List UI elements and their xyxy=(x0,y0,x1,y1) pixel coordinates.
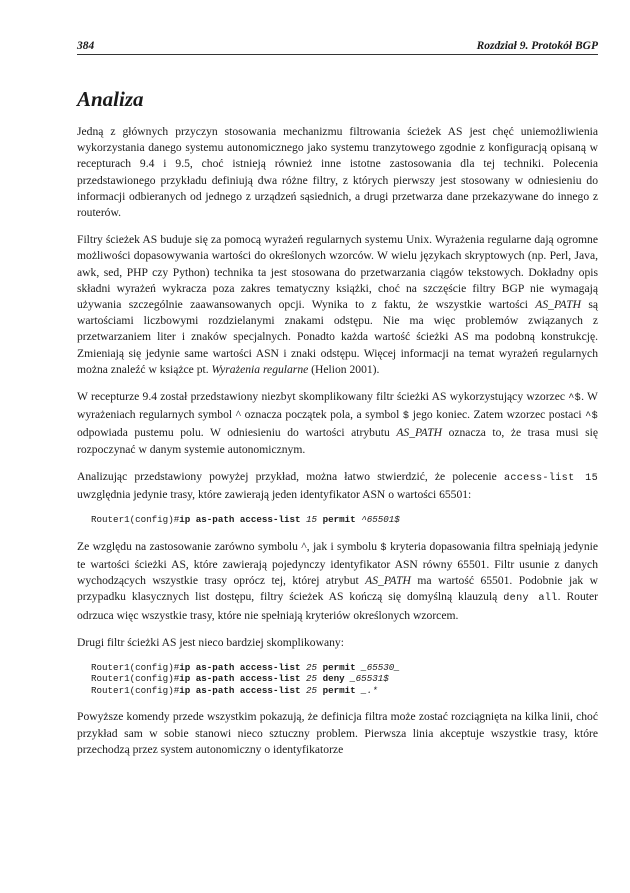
regex-pattern: ^$ xyxy=(568,393,582,405)
code-line: Router1(config)#ip as-path access-list 25 deny _65531$ xyxy=(91,673,389,685)
paragraph-5: Ze względu na zastosowanie zarówno symbolu ^, jak i symbolu $ kryteria dopasowania filtra spełniają jedynie te wartości ścieżki AS, które zawierają pojedynczy identyfikator ASN równy 65501. Filtr usunie z danych wychodzących wszystkie trasy oprócz tej, której atrybut AS_PATH ma wartość 65501. Podobnie jak w przypadku klasycznych list dostępu, filtry ścieżek AS kończą się domyślną klauzulą deny all. Router odrzuca więc wszystkie trasy, które nie spełniają kryteriów określonych wzorcem. xyxy=(77,539,599,622)
as-path-term: AS_PATH xyxy=(365,574,411,588)
inline-command: deny all xyxy=(503,593,558,605)
code-block-2 xyxy=(91,662,598,697)
dollar-symbol: $ xyxy=(380,542,387,554)
inline-command: access-list 15 xyxy=(503,472,598,484)
paragraph-3: W recepturze 9.4 został przedstawiony niezbyt skomplikowany filtr ścieżki AS wykorzystujący wzorzec ^$. W wyrażeniach regularnych symbol ^ oznacza początek pola, a symbol $ jego koniec. Zatem wzorzec postaci ^$ odpowiada pustemu polu. W odniesieniu do wartości atrybutu AS_PATH oznacza to, że trasa musi się rozpoczynać w danym systemie autonomicznym. xyxy=(77,390,599,456)
chapter-title: Rozdział 9. Protokół BGP xyxy=(476,40,598,52)
page-number: 384 xyxy=(77,40,95,52)
dollar-symbol: $ xyxy=(402,411,410,423)
regex-pattern: ^$ xyxy=(585,411,598,423)
paragraph-4: Analizując przedstawiony powyżej przykład, można łatwo stwierdzić, że polecenie access-list 15 uwzględnia jedynie trasy, które zawierają jeden identyfikator ASN o wartości 65501: xyxy=(77,469,598,502)
book-title: Wyrażenia regularne xyxy=(211,362,309,376)
as-path-term: AS_PATH xyxy=(535,298,582,312)
code-line: Router1(config)#ip as-path access-list 25 permit _.* xyxy=(91,684,378,696)
paragraph-2: Filtry ścieżek AS buduje się za pomocą wyrażeń regularnych systemu Unix. Wyrażenia regularne dają ogromne możliwości dopasowywania wartości do określonych wzorców. W wielu językach skryptowych (np. Perl, Java, awk, sed, PHP czy Python) technika ta jest stosowana do przetwarzania ciągów tekstowych. Dokładny opis składni wyrażeń wykracza poza zakres tematyczny książki, choć na szczęście filtry BGP nie wymagają używania szczególnie zaawansowanych opcji. Wynika to z faktu, że wszystkie wartości AS_PATH są wartościami liczbowymi rozdzielanymi znakami odstępu. Nie ma więc problemów związanych z przetwarzaniem liter i znaków specjalnych. Ponadto każda wartość ścieżki AS ma podobną konstrukcję. Zmieniają się jedynie same wartości ASN i znaki odstępu. Więcej informacji na temat wyrażeń regularnych można znaleźć w książce pt. Wyrażenia regularne (Helion 2001). xyxy=(77,233,599,376)
section-title: Analiza xyxy=(77,87,144,111)
running-header xyxy=(77,40,598,55)
as-path-term: AS_PATH xyxy=(396,426,443,440)
code-block-1: Router1(config)#ip as-path access-list 15 permit ^65501$ xyxy=(91,514,400,526)
code-line: Router1(config)#ip as-path access-list 25 permit _65530_ xyxy=(91,661,400,673)
paragraph-1: Jedną z głównych przyczyn stosowania mechanizmu filtrowania ścieżek AS jest chęć uniemożliwienia wykorzystania danego systemu autonomicznego jako systemu tranzytowego zgodnie z konfiguracją opisaną w recepturach 9.4 i 9.5, choć istnieją również inne istotne zastosowania dla tej techniki. Polecenia przedstawionego przykładu definiują dwa różne filtry, z których pierwszy jest stosowany w odniesieniu do informacji odbieranych od jednego z urządzeń sąsiednich, a drugi przetwarza dane przekazywane do innego z routerów. xyxy=(77,125,598,220)
paragraph-6: Drugi filtr ścieżki AS jest nieco bardziej skomplikowany: xyxy=(77,635,344,649)
paragraph-7: Powyższe komendy przede wszystkim pokazują, że definicja filtra może zostać rozciągnięta na kilka linii, choć przykład sam w sobie stanowi nieco sztuczny problem. Pierwsza linia akceptuje wszystkie trasy, które przechodzą przez system autonomiczny o identyfikatorze xyxy=(77,710,598,756)
book-page xyxy=(77,40,598,769)
